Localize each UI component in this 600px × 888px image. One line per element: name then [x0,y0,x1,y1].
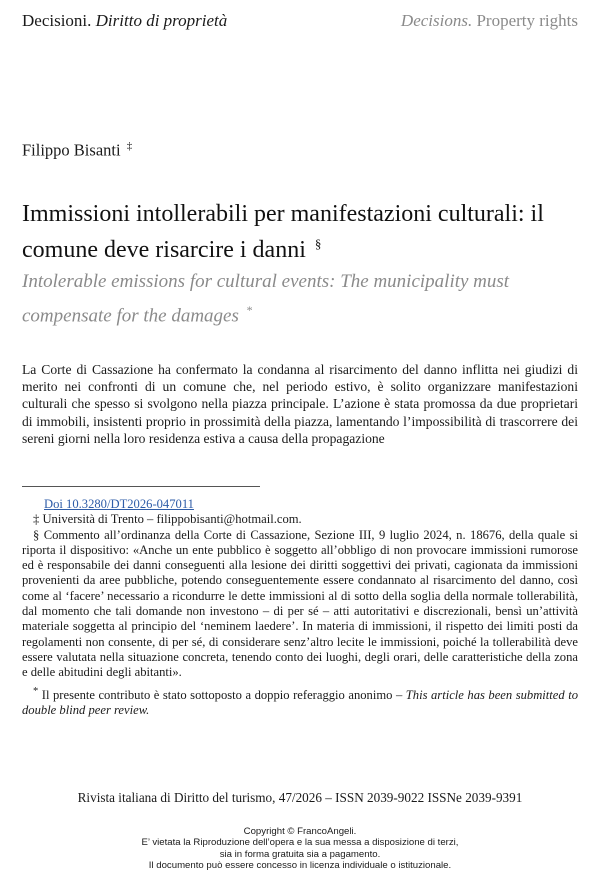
footnote-peer-review-it: Il presente contributo è stato sottoposto a doppio referaggio anonimo – [41,687,403,702]
footnote-peer-review [22,684,578,719]
header-section-english [401,11,578,31]
footnote-separator [22,486,260,487]
article-title-text: Immissioni intollerabili per manifestazioni culturali: il comune deve risarcire i danni [22,201,544,263]
article-subtitle-text: Intolerable emissions for cultural events: The municipality must compensate for the damages [22,271,510,327]
header-section-label-en: Decisions. [400,11,473,30]
article-title [22,200,582,265]
copyright-notice [0,826,600,872]
header-section-italian [22,11,227,31]
author-line [22,140,132,161]
author-footnote-mark: ‡ [126,140,133,152]
journal-citation: Rivista italiana di Diritto del turismo, 47/2026 – ISSN 2039-9022 ISSNe 2039-9391 [77,790,523,805]
footnote-affiliation: ‡ Università di Trento – filippobisanti@hotmail.com. [33,512,302,527]
running-header [22,11,578,35]
body-paragraph: La Corte di Cassazione ha confermato la condanna al risarcimento del danno inflitta nei giudizi di merito nei confronti di un comune che, nel periodo estivo, è solito organizzare manifestazioni culturali che spesso si svolgono nella piazza principale. L’azione è stata promossa da due proprietari di immobili, insistenti proprio in prossimità della piazza, lamentando l’impossibilità di trascorrere dei sereni giorni nella loro residenza estiva a causa della propagazione [22,362,578,446]
subtitle-footnote-mark: * [246,303,253,317]
copyright-line: Copyright © FrancoAngeli. [243,826,357,837]
footnote-peer-review-mark: * [33,685,39,697]
header-section-topic: Diritto di proprietà [95,11,228,30]
copyright-line: sia in forma gratuita sia a pagamento. [219,848,381,860]
author-name: Filippo Bisanti [22,140,121,160]
header-section-label: Decisioni. [22,11,92,30]
footnote-peer-review-en: This article has been submitted to double blind peer review. [22,687,578,718]
copyright-line: Il documento può essere concesso in licenza individuale o istituzionale. [148,860,452,872]
title-footnote-mark: § [314,236,322,251]
copyright-line: E’ vietata la Riproduzione dell’opera e la sua messa a disposizione di terzi, [141,837,459,849]
article-subtitle-en [22,268,582,330]
doi-link[interactable]: Doi 10.3280/DT2026-047011 [44,497,194,511]
header-section-topic-en: Property rights [476,11,578,30]
footnotes [22,497,578,718]
footnote-commentary: § Commento all’ordinanza della Corte di Cassazione, Sezione III, 9 luglio 2024, n. 18676, della quale si riporta il dispositivo: «Anche un ente pubblico è soggetto all’obbligo di non provocare immissioni rumorose ed è responsabile dei danni conseguenti alla lesione dei diritti soggettivi dei privati, cagionata da immissioni provenienti da aree pubbliche, potendo conseguentemente essere condannato al risarcimento del danno, così come al ‘facere’ necessario a ricondurre le dette immissioni al di sotto della soglia della normale tollerabilità, dal momento che tali domande non investono – di per sé – atti autoritativi e discrezionali, bensì un’attività materiale soggetta al principio del ‘neminem laedere’. In materia di immissioni, il rispetto dei limiti posti da regolamenti non consente, di per sé, di considerare senz’altro lecite le immissioni, poiché la tollerabilità deve essere valutata nella situazione concreta, tenendo conto dei luoghi, degli orari, delle caratteristiche della zona e delle abitudini degli abitanti». [22,527,578,680]
